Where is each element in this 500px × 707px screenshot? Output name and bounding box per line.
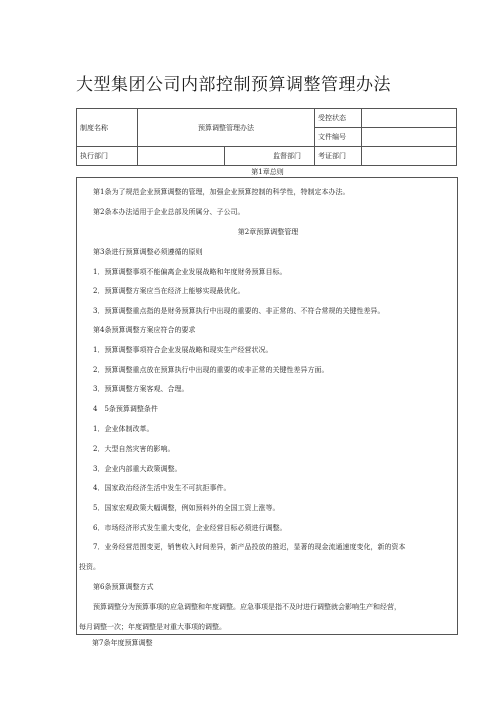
article-3-item-2: 2．预算调整方案应当在经济上能够实现最优化。 [93, 287, 245, 295]
article-6-para-1: 预算调整分为预算事项的应急调整和年度调整。应急事项是指不及时进行调整就会影响生产和经营， [93, 603, 401, 611]
article-3-item-1: 1．预算调整事项不能偏离企业发展战略和年度财务预算目标。 [93, 268, 287, 276]
chapter-2-heading: 第2章预算调整管理 [237, 228, 299, 236]
article-4-item-3: 3．预算调整方案客观、合理。 [93, 385, 189, 393]
article-5-item-7: 7．业务经营范围变更，销售收入时间差异，新产品投放的推迟，显著的现金流通速度变化，新的资本 [93, 543, 406, 551]
article-6: 第6条预算调整方式 [93, 583, 154, 591]
article-4-item-1: 1．预算调整事项符合企业发展战略和现实生产经营状况。 [93, 346, 273, 354]
supervise-cell [225, 147, 315, 166]
article-5-item-2: 2．大型自然灾害的影响。 [93, 445, 175, 453]
docno-value [362, 128, 457, 147]
institution-value: 预算调整管理办法 [138, 109, 315, 147]
article-5: 4 5条预算调整条件 [93, 405, 158, 413]
article-3-item-3: 3．预算调整重点指的是财务预算执行中出现的重要的、非正常的、不符合常规的关键性差异。 [93, 307, 385, 315]
article-5-item-5: 5．国家宏观政策大幅调整，例如预料外的全国工资上涨等。 [93, 504, 280, 512]
article-5-item-6: 6．市场经济形式发生重大变化，企业经营目标必须进行调整。 [93, 524, 287, 532]
article-6-para-2: 每月调整一次；年度调整是对重大事项的调整。 [79, 623, 226, 631]
article-5-item-1: 1．企业体制改革。 [93, 425, 154, 433]
status-value [362, 109, 457, 128]
exec-value [138, 147, 225, 166]
article-5-item-3: 3．企业内部重大政策调整。 [93, 465, 182, 473]
status-label: 受控状态 [315, 109, 362, 128]
article-5-item-4: 4．国家政治经济生活中发生不可抗拒事件。 [93, 484, 231, 492]
article-3: 第3条进行预算调整必须遵循的原则 [93, 248, 203, 256]
exec-label: 执行部门 [77, 147, 138, 166]
meta-table [76, 108, 457, 166]
chapter-1-heading: 第1章总则 [251, 168, 284, 176]
document-title: 大型集团公司内部控制预算调整管理办法 [76, 75, 391, 95]
article-5-item-7-cont: 投资。 [79, 563, 100, 571]
body-box [76, 177, 458, 635]
article-1: 第1条为了规范企业预算调整的管理，加强企业预算控制的科学性，特制定本办法。 [93, 188, 350, 196]
article-4: 第4条预算调整方案应符合的要求 [93, 326, 196, 334]
article-2: 第2条本办法适用于企业总部及所属分、子公司。 [93, 208, 245, 216]
article-4-item-2: 2．预算调整重点放在预算执行中出现的重要的或非正常的关键性差异方面。 [93, 366, 329, 374]
institution-label: 制度名称 [77, 109, 138, 147]
article-7: 第7条年度预算调整 [92, 639, 153, 647]
docno-label: 文件编号 [315, 128, 362, 147]
supervise-label: 监督部门 [273, 152, 301, 160]
audit-label: 考证部门 [315, 147, 362, 166]
audit-value [362, 147, 457, 166]
